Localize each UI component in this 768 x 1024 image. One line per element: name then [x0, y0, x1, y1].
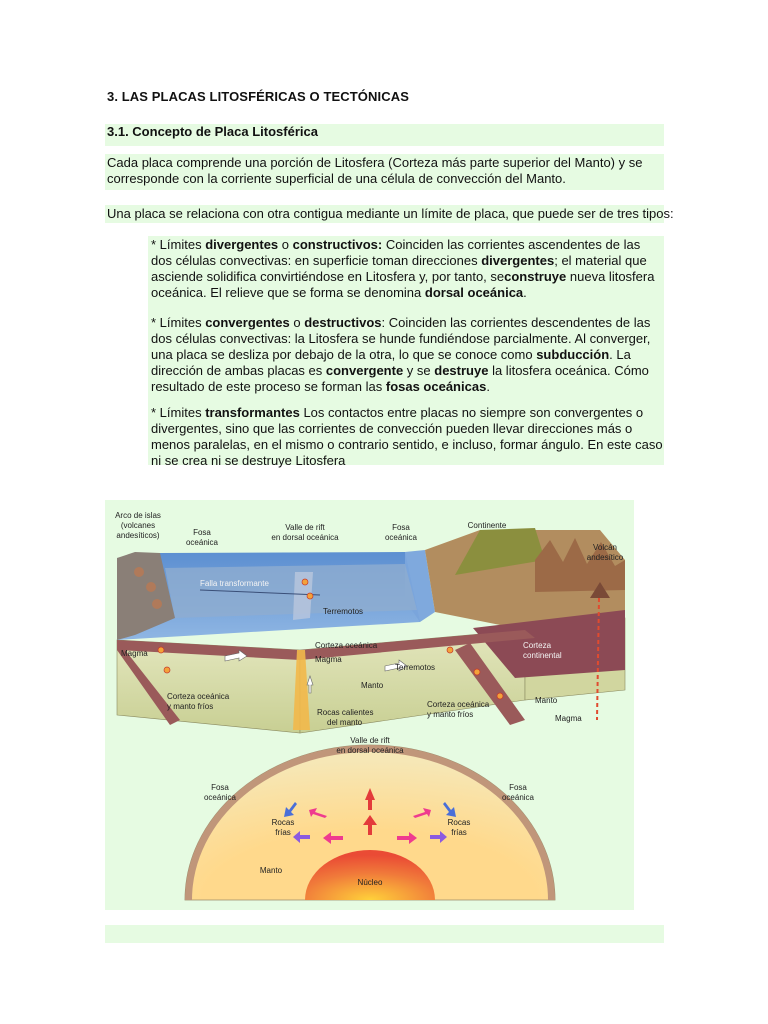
label-valle-2: en dorsal oceánica — [271, 533, 339, 542]
li-bold: dorsal oceánica — [424, 285, 524, 300]
li-bold: convergentes — [205, 315, 290, 330]
label-nucleo: Núcleo — [357, 878, 383, 887]
li-text: y se — [403, 363, 435, 378]
label-falla: Falla transformante — [200, 579, 269, 588]
li-bold: divergentes — [481, 253, 555, 268]
island-volcano — [134, 567, 144, 577]
label-manto-mid: Manto — [361, 681, 384, 690]
label-rocas-cal-2: del manto — [327, 718, 363, 727]
li-text: * Límites — [151, 237, 206, 252]
li-text: . La dirección de ambas placas es — [151, 347, 631, 378]
plate-tectonics-figure — [105, 500, 634, 910]
label-magma-right: Magma — [555, 714, 582, 723]
label-magma-mid: Magma — [315, 655, 342, 664]
list-item-transform — [151, 405, 663, 469]
figure-svg — [105, 500, 634, 910]
label-terremotos-1: Terremotos — [323, 607, 364, 616]
li-text: . — [523, 285, 527, 300]
li-bold: convergente — [325, 363, 404, 378]
label-rocas-right-2: frías — [451, 828, 467, 837]
label-manto-right: Manto — [535, 696, 558, 705]
li-text: Los contactos entre placas no siempre son convergentes o divergentes, sino que las corrientes de convección pueden llevar direcciones más o menos paralelas, en el mismo o contrario sentido, e incluso, formar ángulo. En este caso ni se crea ni se destruye Litosfera — [151, 405, 663, 468]
island-volcano — [152, 599, 162, 609]
label-fosa2-left-2: oceánica — [203, 793, 237, 802]
label-cort-frio-right-2: y manto fríos — [427, 710, 474, 719]
label-volcan-1: Volcán — [592, 543, 618, 552]
label-fosa-left-1: Fosa — [193, 528, 211, 537]
list-item-convergent — [151, 315, 663, 395]
li-bold: destructivos — [304, 315, 382, 330]
label-manto2: Manto — [259, 866, 283, 875]
li-bold: destruye — [434, 363, 489, 378]
label-terremotos-2: Terremotos — [395, 663, 436, 672]
li-text: ; el material que asciende solidifica convirtiéndose en Litosfera y, por tanto, se — [151, 253, 647, 284]
label-corteza-cont-2: continental — [523, 651, 562, 660]
li-text: * Límites — [151, 315, 206, 330]
label-cort-frio-left-1: Corteza oceánica — [167, 692, 230, 701]
para1-line2: corresponde con la corriente superficial de una célula de convección del Manto. — [107, 171, 566, 186]
subsection-title: 3.1. Concepto de Placa Litosférica — [107, 124, 318, 139]
label-continente: Continente — [467, 521, 507, 530]
label-magma-left: Magma — [121, 649, 148, 658]
label-fosa2-right-2: oceánica — [501, 793, 535, 802]
label-rocas-cal-1: Rocas calientes — [317, 708, 374, 717]
label-fosa-right-2: oceánica — [384, 533, 418, 542]
seafloor — [165, 564, 417, 618]
li-text: . — [486, 379, 490, 394]
label-corteza-cont-1: Corteza — [523, 641, 552, 650]
label-valle2-1: Valle de rift — [350, 736, 390, 745]
label-cort-frio-left-2: y manto fríos — [167, 702, 214, 711]
label-fosa2-right-1: Fosa — [509, 783, 527, 792]
para1-line1: Cada placa comprende una porción de Litosfera (Corteza más parte superior del Manto) y se — [107, 155, 643, 170]
label-rocas-right-1: Rocas — [447, 818, 471, 827]
li-text: o — [278, 237, 293, 252]
li-text: Coinciden las corrientes ascendentes de las dos células convectivas: en superficie toman direcciones — [151, 237, 641, 268]
label-valle2-2: en dorsal oceánica — [336, 746, 404, 755]
li-text: : Coinciden las corrientes descendentes de las dos células convectivas: la Litosfera se hunde fundiéndose parcialmente. Al converger, una placa se desliza por debajo de la otra, lo que se conoce como — [151, 315, 651, 362]
label-fosa2-left-1: Fosa — [211, 783, 229, 792]
label-rocas-left-1: Rocas — [271, 818, 295, 827]
li-bold: fosas oceánicas — [385, 379, 487, 394]
list-item-divergent — [151, 237, 663, 301]
label-rocas-left-2: frías — [275, 828, 291, 837]
li-bold: constructivos: — [292, 237, 383, 252]
label-corteza-oc: Corteza oceánica — [315, 641, 378, 650]
section-title: 3. LAS PLACAS LITOSFÉRICAS O TECTÓNICAS — [107, 89, 409, 104]
label-arco-1: Arco de islas — [115, 511, 161, 520]
li-bold: divergentes — [205, 237, 279, 252]
label-arco-2: (volcanes — [120, 521, 156, 530]
label-cort-frio-right-1: Corteza oceánica — [427, 700, 490, 709]
empty-highlight-bar — [105, 925, 664, 943]
label-valle-1: Valle de rift — [285, 523, 325, 532]
label-fosa-left-2: oceánica — [185, 538, 219, 547]
li-bold: construye — [504, 269, 567, 284]
label-fosa-right-1: Fosa — [392, 523, 410, 532]
li-text: * Límites — [151, 405, 206, 420]
para2: Una placa se relaciona con otra contigua mediante un límite de placa, que puede ser de tres tipos: — [107, 206, 674, 221]
island-volcano — [146, 582, 156, 592]
li-text: la litosfera oceánica. Cómo resultado de este proceso se forman las — [151, 363, 649, 394]
li-text: o — [289, 315, 305, 330]
li-bold: subducción — [536, 347, 610, 362]
label-volcan-2: andesítico — [586, 553, 624, 562]
label-arco-3: andesíticos) — [116, 531, 160, 540]
li-text: nueva litosfera oceánica. El relieve que se forma se denomina — [151, 269, 655, 300]
li-bold: transformantes — [205, 405, 300, 420]
